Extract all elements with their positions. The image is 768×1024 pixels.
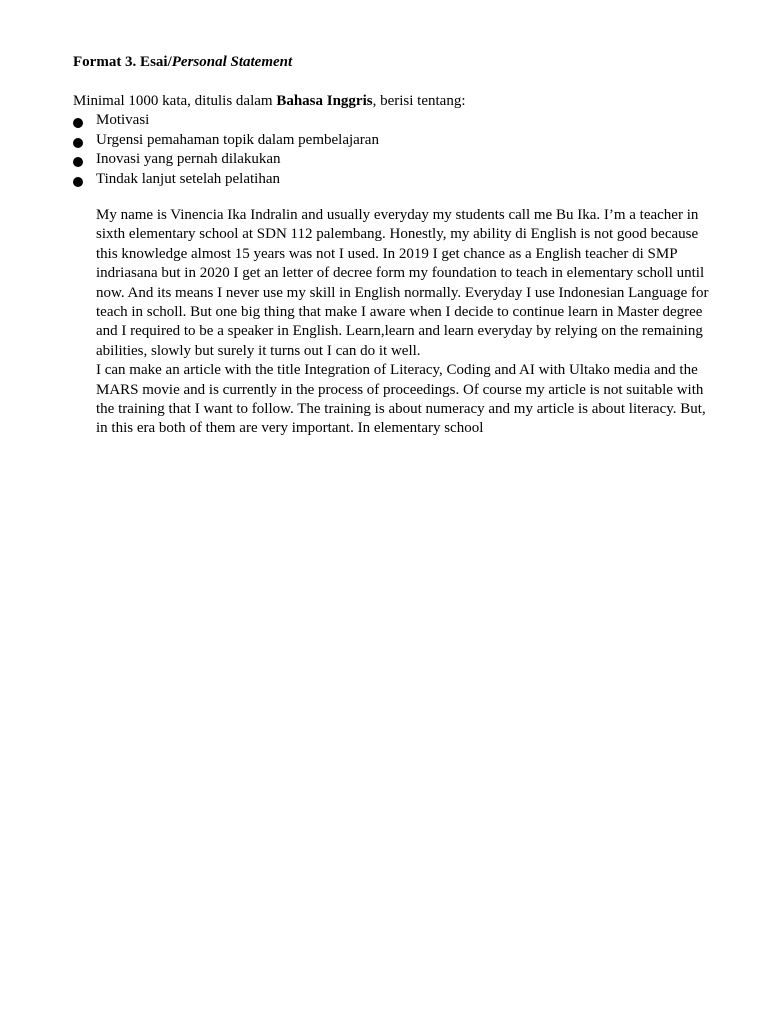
bullet-icon [73,177,83,187]
intro-before: Minimal 1000 kata, ditulis dalam [73,93,277,109]
bullet-icon [73,157,83,167]
essay-body [96,206,721,439]
list-item-text: Motivasi [96,112,150,128]
list-item-text: Urgensi pemahaman topik dalam pembelajaran [96,131,379,148]
heading-italic: Personal Statement [171,54,293,70]
list-item-text: Tindak lanjut setelah pelatihan [96,170,280,187]
bullet-icon [73,138,83,148]
heading-prefix: Format 3. Esai/ [73,54,172,70]
intro-bold: Bahasa Inggris [276,93,373,109]
intro-line [73,92,466,111]
list-item-text: Inovasi yang pernah dilakukan [96,151,281,167]
document-heading [73,53,292,72]
intro-after: , berisi tentang: [372,93,466,109]
essay-paragraph: I can make an article with the title Integration of Literacy, Coding and AI with Ultako media and the MARS movie and is currently in the process of proceedings. Of course my article is not suitable with the training that I want to follow. The training is about numeracy and my article is about literacy. But, in this era both of them are very important. In elementary school [96,362,706,437]
essay-paragraph: My name is Vinencia Ika Indralin and usually everyday my students call me Bu Ika. I’m a teacher in sixth elementary school at SDN 112 palembang. Honestly, my ability di English is not good because this knowledge almost 15 years was not I used. In 2019 I get chance as a English teacher di SMP indriasana but in 2020 I get an letter of decree form my foundation to teach in elementary scholl until now. And its means I never use my skill in English normally. Everyday I use Indonesian Language for teach in scholl. But one big thing that make I aware when I decide to continue learn in Master degree and I required to be a speaker in English. Learn,learn and learn everyday by relying on the remaining abilities, slowly but surely it turns out I can do it well. [96,207,709,359]
bullet-icon [73,118,83,128]
